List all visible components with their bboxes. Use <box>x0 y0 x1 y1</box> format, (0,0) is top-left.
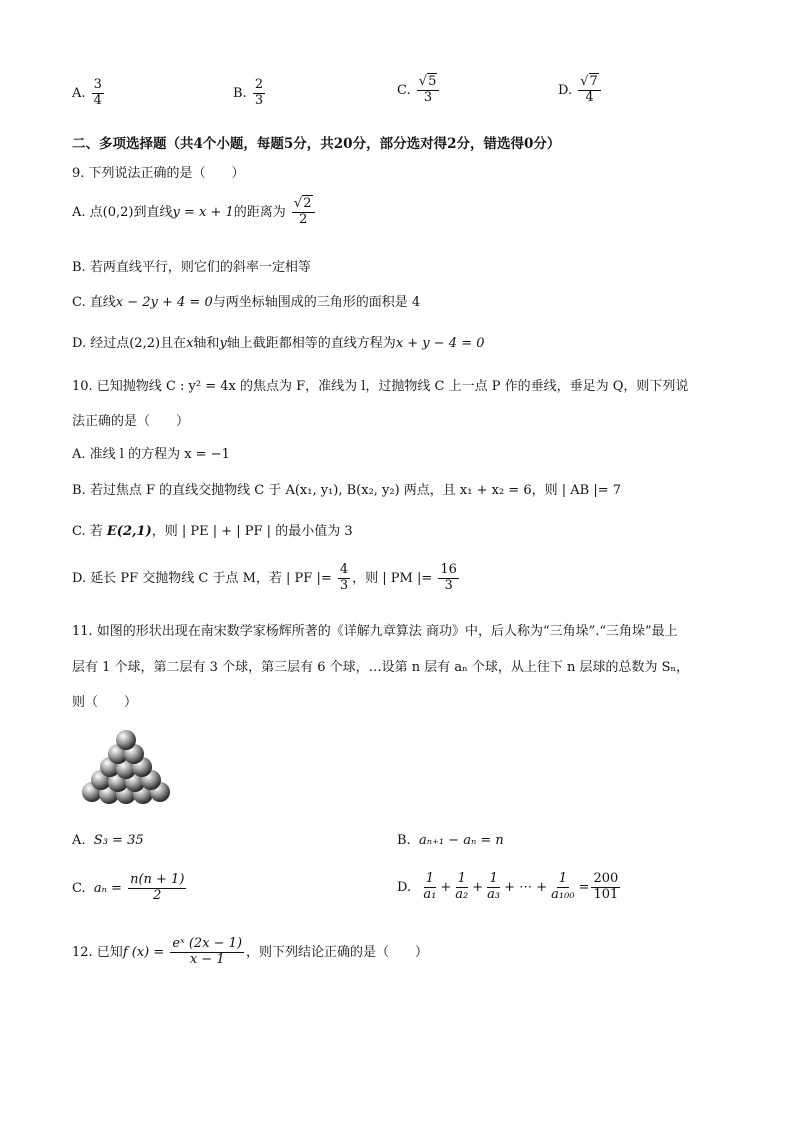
triangular-ball-pile-figure <box>80 726 172 806</box>
denominator: a₁₀₀ <box>551 886 575 902</box>
q8-option-b <box>233 78 267 109</box>
math-var: x <box>186 336 194 351</box>
math-equation: y = x + 1 <box>172 204 234 220</box>
text: D. 经过点 <box>72 336 130 351</box>
text: ，则下列结论正确的是（ ） <box>246 944 429 960</box>
q8-option-d <box>558 75 603 106</box>
numerator: 2 <box>254 77 264 92</box>
q11-option-a <box>72 833 144 848</box>
fraction <box>485 872 502 903</box>
text: 12. 已知 <box>72 944 123 960</box>
ellipsis: + ⋯ + <box>504 879 548 895</box>
q9-option-d <box>72 332 485 351</box>
q10-option-d <box>72 563 461 594</box>
numerator: 1 <box>558 871 567 886</box>
q11-option-c <box>72 873 188 904</box>
q11-stem-line2: 层有 1 个球，第二层有 3 个球，第三层有 6 个球，…设第 n 层有 aₙ 个球，从上往下 n 层球的总数为 Sₙ， <box>72 660 690 675</box>
fraction <box>421 872 438 903</box>
numerator: 4 <box>339 562 349 577</box>
q10-stem-line2: 法正确的是（ ） <box>72 414 190 429</box>
q11-stem-line3: 则（ ） <box>72 695 138 710</box>
q10-stem-line1: 10. 已知抛物线 C : y² = 4x 的焦点为 F，准线为 l，过抛物线 C 上一点 P 作的垂线，垂足为 Q，则下列说 <box>72 379 689 394</box>
option-label: B. <box>233 85 247 101</box>
math-equation: S₃ = 35 <box>93 833 144 848</box>
option-label: D. <box>558 82 573 98</box>
numerator: 1 <box>425 871 434 886</box>
q8-option-a <box>72 78 106 109</box>
denominator: 101 <box>593 886 619 902</box>
math-var: y <box>219 336 227 351</box>
numerator: 1 <box>489 871 498 886</box>
text: C. 直线 <box>72 295 116 310</box>
option-label: D. <box>397 879 412 895</box>
text: 轴和 <box>193 336 220 351</box>
fraction <box>338 563 350 594</box>
ball-row-top <box>116 730 136 750</box>
text: 轴上截距都相等的直线方程为 <box>226 336 396 351</box>
equals: = <box>578 879 590 895</box>
math-point: (0,2) <box>102 204 134 220</box>
text: ，则 | PM |= <box>352 570 433 586</box>
option-label: C. <box>397 82 411 98</box>
text: 的距离为 <box>233 204 286 220</box>
q10-option-c <box>72 520 353 539</box>
radicand: 7 <box>589 74 598 89</box>
text: 到直线 <box>133 204 173 220</box>
denominator: 3 <box>254 92 264 108</box>
q9-option-b: B. 若两直线平行，则它们的斜率一定相等 <box>72 260 311 275</box>
fraction <box>549 872 576 903</box>
numerator: √2 <box>292 197 315 213</box>
option-label: A. <box>72 85 86 101</box>
denominator: 3 <box>339 577 349 593</box>
q9-option-c <box>72 291 420 310</box>
fraction <box>253 78 265 109</box>
q10-option-b: B. 若过焦点 F 的直线交抛物线 C 于 A(x₁, y₁), B(x₂, y₂) 两点，且 x₁ + x₂ = 6，则 | AB |= 7 <box>72 483 621 498</box>
q9-stem: 9. 下列说法正确的是（ ） <box>72 166 245 181</box>
math-equation: aₙ₊₁ − aₙ = n <box>418 833 504 848</box>
fraction <box>92 78 104 109</box>
fraction <box>438 563 459 594</box>
section-header: 二、多项选择题（共4个小题，每题5分，共20分，部分选对得2分，错选得0分） <box>72 136 561 152</box>
q12-stem <box>72 937 428 968</box>
text: 与两坐标轴围成的三角形的面积是 4 <box>212 295 421 310</box>
fraction <box>453 872 470 903</box>
fraction <box>292 197 315 228</box>
fraction <box>170 937 244 968</box>
denominator: 3 <box>423 89 433 105</box>
math-equation: x − 2y + 4 = 0 <box>115 295 213 310</box>
q9-option-a <box>72 197 317 228</box>
fraction <box>578 75 601 106</box>
radicand: 5 <box>428 74 437 89</box>
denominator: a₂ <box>455 886 469 902</box>
denominator: 2 <box>153 887 162 903</box>
text: C. 若 <box>72 524 103 539</box>
q11-option-b <box>397 833 504 848</box>
fraction <box>128 873 186 904</box>
option-label: C. <box>72 880 86 896</box>
numerator: 200 <box>593 871 619 886</box>
option-label: A. <box>72 833 86 848</box>
denominator: x − 1 <box>189 951 225 967</box>
denominator: 4 <box>585 89 594 105</box>
math-point: E(2,1) <box>106 524 152 539</box>
numerator: eˣ (2x − 1) <box>172 936 243 951</box>
radicand: 2 <box>303 196 312 211</box>
fraction <box>591 872 620 903</box>
text: ，则 | PE | + | PF | 的最小值为 3 <box>151 524 353 539</box>
math-expression: f (x) = <box>122 944 165 960</box>
text: 且在 <box>160 336 187 351</box>
ball-row-3 <box>100 757 152 779</box>
denominator: 4 <box>93 92 102 108</box>
math-equation: x + y − 4 = 0 <box>395 336 485 351</box>
denominator: 3 <box>444 577 453 593</box>
text: A. 点 <box>72 204 103 220</box>
math-point: (2,2) <box>129 336 161 351</box>
math-expression: aₙ = <box>93 880 122 896</box>
numerator: √7 <box>578 75 601 91</box>
q11-option-d: D. $\frac{1}{\text{a₁}}$ + $\frac{1}{\text{a₂}}$ + $\frac{1}{\text{a₃}}$ + ⋯ + $\frac{1}{\text{a₁₀₀}}$ = $\frac{200}{101}$ <box>397 871 619 902</box>
numerator: n(n + 1) <box>130 872 185 887</box>
numerator: √5 <box>417 75 440 91</box>
q8-option-c <box>397 75 441 106</box>
fraction <box>417 75 440 106</box>
q10-option-a: A. 准线 l 的方程为 x = −1 <box>72 447 230 462</box>
denominator: a₃ <box>487 886 501 902</box>
denominator: a₁ <box>423 886 437 902</box>
option-label: B. <box>397 833 411 848</box>
denominator: 2 <box>299 211 308 227</box>
numerator: 3 <box>93 77 102 92</box>
numerator: 16 <box>440 562 457 577</box>
q11-stem-line1: 11. 如图的形状出现在南宋数学家杨辉所著的《详解九章算法 商功》中，后人称为“三角垛”.“三角垛”最上 <box>72 624 678 639</box>
numerator: 1 <box>457 871 466 886</box>
text: D. 延长 PF 交抛物线 C 于点 M，若 | PF |= <box>72 570 332 586</box>
